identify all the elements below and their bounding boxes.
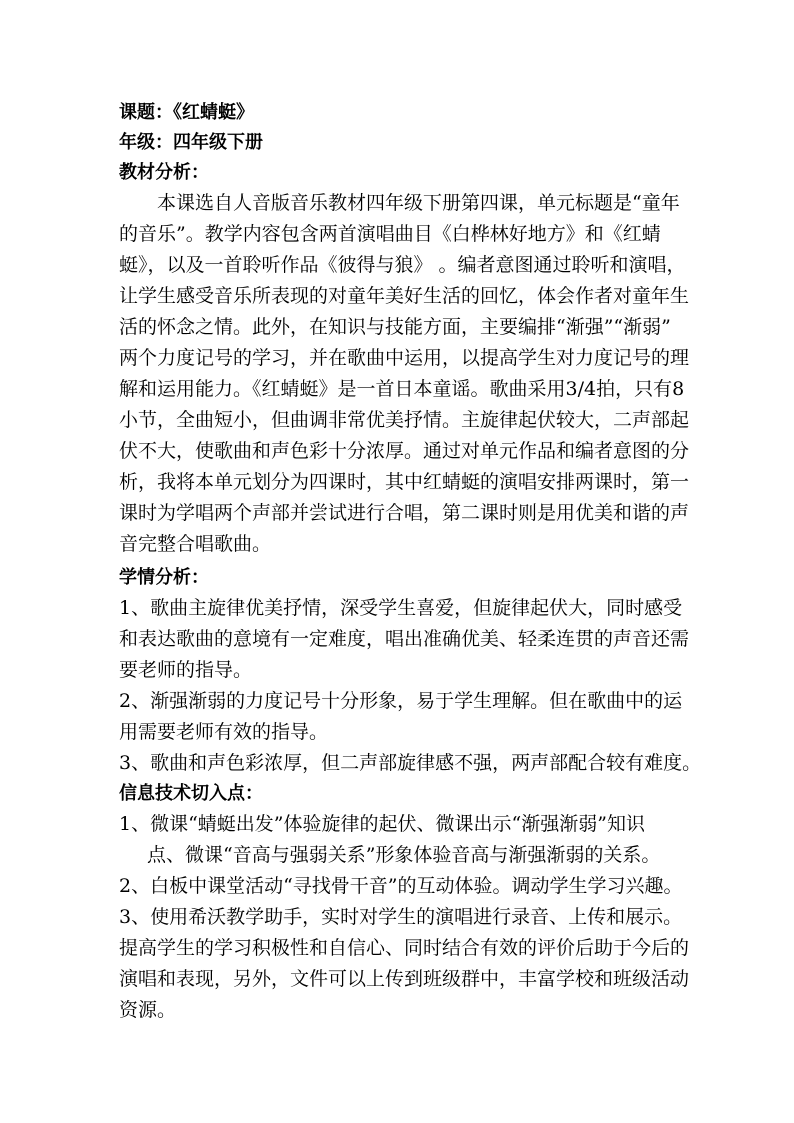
text-line: 点、微课“音高与强弱关系”形象体验音高与渐强渐弱的关系。 (147, 844, 661, 866)
text-line: 析，我将本单元划分为四课时，其中红蜻蜓的演唱安排两课时，第一 (119, 471, 690, 493)
grade-line: 年级：四年级下册 (119, 132, 263, 153)
textbook-analysis-body (119, 188, 690, 560)
text-line: 演唱和表现，另外，文件可以上传到班级群中，丰富学校和班级活动 (119, 968, 690, 990)
student-analysis-body (119, 593, 702, 779)
text-line: 活的怀念之情。此外，在知识与技能方面，主要编排“渐强”“渐弱” (119, 316, 671, 338)
text-line: 1、微课“蜻蜓出发”体验旋律的起伏、微课出示“渐强渐弱”知识 (119, 813, 645, 835)
text-line: 蜓》，以及一首聆听作品《彼得与狼》 。编者意图通过聆听和演唱， (119, 254, 686, 276)
text-line: 和表达歌曲的意境有一定难度，唱出准确优美、轻柔连贯的声音还需 (119, 628, 690, 650)
lesson-plan-document (119, 98, 702, 1026)
text-line: 2、白板中课堂活动“寻找骨干音”的互动体验。调动学生学习兴趣。 (119, 875, 683, 897)
text-line: 两个力度记号的学习，并在歌曲中运用，以提高学生对力度记号的理 (119, 347, 690, 369)
text-line: 3、使用希沃教学助手，实时对学生的演唱进行录音、上传和展示。 (119, 906, 683, 928)
text-line: 3、歌曲和声色彩浓厚，但二声部旋律感不强，两声部配合较有难度。 (119, 752, 702, 774)
text-line: 让学生感受音乐所表现的对童年美好生活的回忆，体会作者对童年生 (119, 285, 690, 307)
text-line: 伏不大，使歌曲和声色彩十分浓厚。通过对单元作品和编者意图的分 (119, 440, 690, 462)
lesson-title: 课题：《红蜻蜓》 (119, 102, 254, 123)
text-line: 提高学生的学习积极性和自信心、同时结合有效的评价后助于今后的 (119, 937, 690, 959)
text-line: 小节，全曲短小，但曲调非常优美抒情。主旋律起伏较大，二声部起 (119, 409, 690, 431)
text-line: 要老师的指导。 (119, 659, 253, 681)
textbook-analysis-heading: 教材分析： (119, 162, 209, 183)
text-line: 解和运用能力。《红蜻蜓》是一首日本童谣。歌曲采用3/4拍，只有8 (119, 378, 685, 400)
text-line: 本课选自人音版音乐教材四年级下册第四课，单元标题是“童年 (157, 192, 680, 214)
text-line: 音完整合唱歌曲。 (119, 533, 272, 555)
tech-entry-heading: 信息技术切入点： (119, 783, 263, 804)
text-line: 资源。 (119, 999, 177, 1021)
text-line: 2、渐强渐弱的力度记号十分形象，易于学生理解。但在歌曲中的运 (119, 690, 683, 712)
text-line: 1、歌曲主旋律优美抒情，深受学生喜爱，但旋律起伏大，同时感受 (119, 597, 683, 619)
text-line: 的音乐”。教学内容包含两首演唱曲目《白桦林好地方》和《红蜻 (119, 223, 661, 245)
tech-entry-body (119, 809, 690, 1026)
text-line: 课时为学唱两个声部并尝试进行合唱，第二课时则是用优美和谐的声 (119, 502, 690, 524)
text-line: 用需要老师有效的指导。 (119, 721, 329, 743)
student-analysis-heading: 学情分析： (119, 567, 209, 588)
